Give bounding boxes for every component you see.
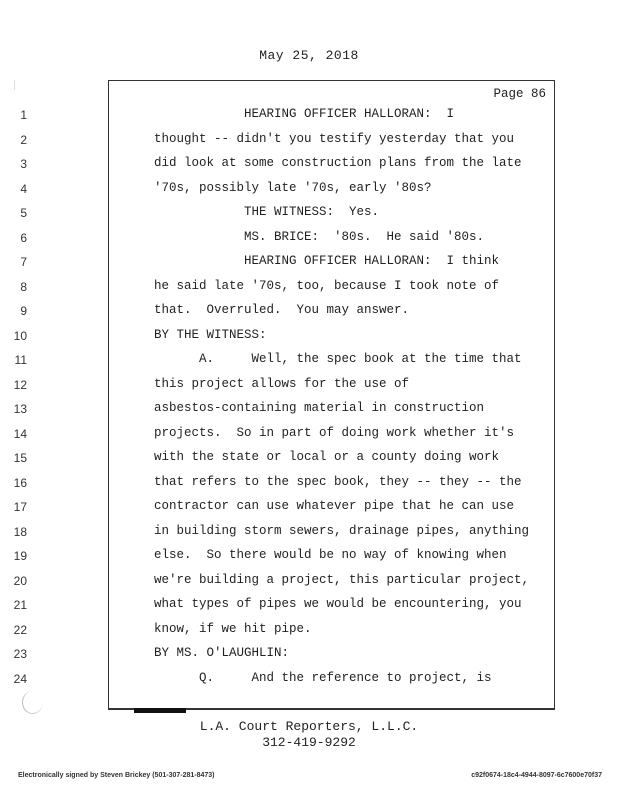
line-text: projects. So in part of doing work whether it's (154, 425, 515, 440)
line-text: THE WITNESS: Yes. (154, 205, 380, 219)
line-number: 19 (13, 549, 27, 563)
line-text: that refers to the spec book, they -- they -- the (154, 474, 522, 489)
line-number: 18 (13, 524, 27, 539)
frame-bottom-accent (134, 708, 186, 713)
line-text: thought -- didn't you testify yesterday that you (154, 131, 515, 146)
line-number: 22 (13, 622, 27, 637)
line-text: we're building a project, this particular project, (154, 572, 530, 587)
line-number: 13 (13, 402, 27, 416)
line-text: asbestos-containing material in construction (154, 401, 485, 415)
line-text: in building storm sewers, drainage pipes, anything (154, 523, 530, 538)
line-number: 12 (13, 377, 27, 392)
page-number: Page 86 (493, 87, 546, 101)
line-text: contractor can use whatever pipe that he can use (154, 499, 515, 513)
reporter-phone: 312-419-9292 (262, 735, 356, 750)
line-text: Q. And the reference to project, is (154, 670, 492, 685)
document-hash: c92f0674-18c4-4944-8097-6c7600e70f37 (471, 772, 602, 779)
line-text: he said late '70s, too, because I took note of (154, 278, 500, 293)
line-number: 3 (20, 157, 27, 171)
line-number: 7 (20, 255, 27, 269)
line-number: 14 (13, 426, 27, 441)
line-text: A. Well, the spec book at the time that (154, 352, 522, 366)
line-number: 9 (20, 304, 27, 318)
line-number: 20 (13, 573, 27, 588)
line-text: that. Overruled. You may answer. (154, 303, 410, 317)
line-number: 23 (13, 647, 27, 661)
line-text: '70s, possibly late '70s, early '80s? (154, 180, 432, 195)
line-number: 5 (20, 206, 27, 220)
line-number: 16 (13, 475, 27, 490)
line-text: with the state or local or a county doing work (154, 450, 500, 464)
line-number: 11 (14, 353, 27, 367)
line-number: 15 (13, 451, 27, 465)
line-number: 8 (20, 279, 27, 294)
electronic-signature: Electronically signed by Steven Brickey (501-307-281-8473) (18, 772, 215, 779)
line-number: 24 (13, 671, 27, 686)
line-text: did look at some construction plans from the late (154, 156, 522, 170)
line-text: BY MS. O'LAUGHLIN: (154, 646, 290, 660)
line-number: 17 (13, 500, 27, 514)
line-text: HEARING OFFICER HALLORAN: I think (154, 254, 500, 268)
line-number: 6 (20, 230, 27, 245)
transcript-page-frame (13, 80, 555, 710)
deposition-date: May 25, 2018 (259, 48, 359, 63)
line-text: MS. BRICE: '80s. He said '80s. (154, 229, 485, 244)
margin-mark (14, 80, 23, 90)
line-text: HEARING OFFICER HALLORAN: I (154, 107, 455, 121)
reporter-company: L.A. Court Reporters, L.L.C. (199, 719, 419, 734)
line-number: 10 (13, 328, 27, 343)
line-text: what types of pipes we would be encountering, you (154, 597, 522, 611)
line-number: 1 (20, 108, 27, 122)
line-text: know, if we hit pipe. (154, 621, 312, 636)
line-number: 4 (20, 181, 27, 196)
punch-hole-mark (22, 691, 43, 714)
line-text: BY THE WITNESS: (154, 327, 267, 342)
line-number: 21 (13, 598, 27, 612)
line-text: this project allows for the use of (154, 376, 410, 391)
line-text: else. So there would be no way of knowing when (154, 548, 507, 562)
line-number: 2 (20, 132, 27, 147)
